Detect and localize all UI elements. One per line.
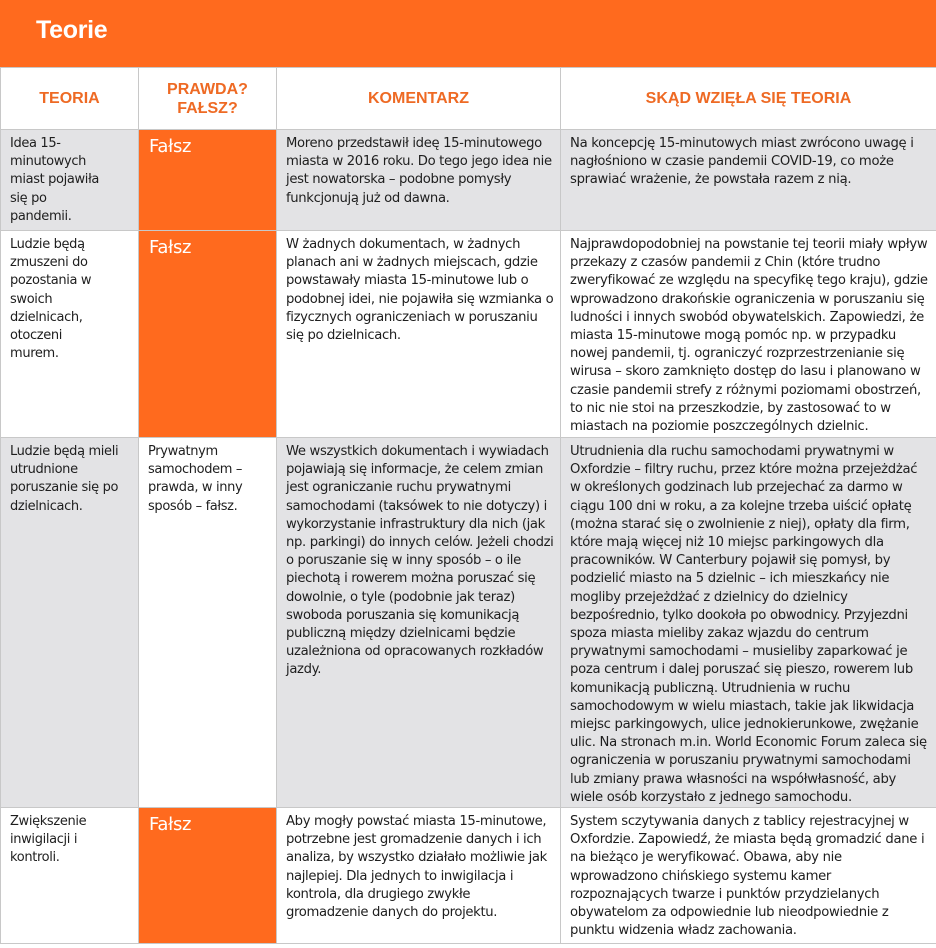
verdict-cell (139, 231, 277, 438)
source-text: Najprawdopodobniej na powstanie tej teorii miały wpływ przekazy z czasów pandemii z Chin (które trudno zweryfikować ze względu na specyfikę tego kraju), gdzie wprowadzono drakońskie ograniczenia w poruszaniu się ludności i innych swobód obywatelskich. Zapowiedzi, że miasta 15-minutowe mogą pomóc np. w przypadku nowej pandemii, tj. ograniczyć rozprzestrzenianie się wirusa – skoro zamknięto dostęp do lasu i planowano w czasie pandemii strefy z różnymi poziomami obostrzeń, to nic nie stoi na przeszkodzie, by zastosować to w miastach na poziomie poszczególnych dzielnic. (570, 237, 928, 435)
column-header-verdict-line2: FAŁSZ? (177, 99, 238, 117)
column-header-verdict-line1: PRAWDA? (167, 80, 248, 98)
verdict-text: Fałsz (149, 237, 192, 258)
source-cell (561, 808, 936, 944)
verdict-cell (139, 438, 277, 808)
table-row (1, 808, 936, 944)
comment-cell (277, 438, 561, 808)
theories-table (0, 67, 936, 944)
theory-cell (1, 130, 139, 231)
column-header-verdict (139, 68, 277, 130)
theory-text: Ludzie będą mieli utrudnione poruszanie się po dzielnicach. (10, 444, 119, 514)
theory-text: Idea 15-minutowych miast pojawiła się po pandemii. (10, 136, 100, 224)
column-header-theory: TEORIA (1, 68, 139, 130)
comment-cell (277, 130, 561, 231)
theory-cell (1, 231, 139, 438)
comment-text: We wszystkich dokumentach i wywiadach pojawiają się informacje, że celem zmian jest ograniczanie ruchu prywatnymi samochodami (taksówek to nie dotyczy) i wykorzystanie infrastruktury dla nich (jak np. parkingi) do innych celów. Jeżeli chodzi o poruszanie się w inny sposób – o ile piechotą i rowerem można poruszać się dowolnie, o tyle (podobnie jak teraz) swoboda poruszania się komunikacją publiczną między dzielnicami będzie uzależniona od opracowanych rozkładów jazdy. (286, 444, 554, 678)
comment-text: Aby mogły powstać miasta 15-minutowe, potrzebne jest gromadzenie danych i ich analiza, by wszystko działało możliwie jak najlepiej. Dla jednych to inwigilacja i kontrola, dla drugiego zwykłe gromadzenie danych do projektu. (286, 814, 547, 921)
source-text: System sczytywania danych z tablicy rejestracyjnej w Oxfordzie. Zapowiedź, że miasta będą gromadzić dane i na bieżąco je weryfikować. Obawa, aby nie wprowadzono chińskiego systemu kamer rozpoznających twarze i punktów przydzielanych obywatelom za odpowiednie lub nieodpowiednie z punktu widzenia władz zachowania. (570, 814, 925, 939)
comment-text: Moreno przedstawił ideę 15-minutowego miasta w 2016 roku. Do tego jego idea nie jest nowatorska – podobne pomysły funkcjonują już od dawna. (286, 136, 552, 206)
comment-cell (277, 231, 561, 438)
source-cell (561, 438, 936, 808)
theory-cell (1, 808, 139, 944)
table-row (1, 438, 936, 808)
source-cell (561, 130, 936, 231)
table-row (1, 130, 936, 231)
table-row (1, 231, 936, 438)
theory-cell (1, 438, 139, 808)
comment-text: W żadnych dokumentach, w żadnych planach ani w żadnych miejscach, gdzie powstawały miasta 15-minutowe lub o podobnej idei, nie pojawiła się wzmianka o fizycznych ograniczeniach w poruszaniu się po dzielnicach. (286, 237, 554, 344)
verdict-text: Prywatnym samochodem – prawda, w inny sposób – fałsz. (148, 444, 243, 514)
theory-text: Zwiększenie inwigilacji i kontroli. (10, 814, 87, 866)
title-bar (0, 0, 936, 67)
verdict-text: Fałsz (149, 136, 192, 157)
verdict-cell (139, 808, 277, 944)
column-header-comment: KOMENTARZ (277, 68, 561, 130)
source-text: Na koncepcję 15-minutowych miast zwrócono uwagę i nagłośniono w czasie pandemii COVID-19, co może sprawiać wrażenie, że powstała razem z nią. (570, 136, 914, 188)
source-cell (561, 231, 936, 438)
verdict-cell (139, 130, 277, 231)
verdict-text: Fałsz (149, 814, 192, 836)
source-text: Utrudnienia dla ruchu samochodami prywatnymi w Oxfordzie – filtry ruchu, przez które można przejeżdżać w określonych godzinach lub przejechać za darmo w ciągu 100 dni w roku, a za kolejne trzeba uiścić opłatę (można starać się o zwolnienie z niej), opłaty dla firm, które mają więcej niż 10 miejsc parkingowych dla pracowników. W Canterbury pojawił się pomysł, by podzielić miasto na 5 dzielnic – ich mieszkańcy nie mogliby przejeżdżać z dzielnicy do dzielnicy bezpośrednio, tylko dookoła po obwodnicy. Przyjezdni spoza miasta mieliby zakaz wjazdu do centrum prywatnymi samochodami – musieliby zaparkować je poza centrum i dalej poruszać się pieszo, rowerem lub komunikacją publiczną. Utrudnienia w ruchu samochodowym w wielu miastach, takie jak likwidacja miejsc parkingowych, ulice jednokierunkowe, zwężanie ulic. Na stronach m.in. World Economic Forum zaleca się ograniczenia w poruszaniu prywatnymi samochodami lub zmiany prawa własności na współwłasność, aby wiele osób korzystało z jednego samochodu. (570, 444, 927, 805)
column-header-source: SKĄD WZIĘŁA SIĘ TEORIA (561, 68, 936, 130)
theory-text: Ludzie będą zmuszeni do pozostania w swoich dzielnicach, otoczeni murem. (10, 237, 92, 362)
comment-cell (277, 808, 561, 944)
table-header-row (1, 68, 936, 130)
page-title: Teorie (36, 16, 108, 44)
